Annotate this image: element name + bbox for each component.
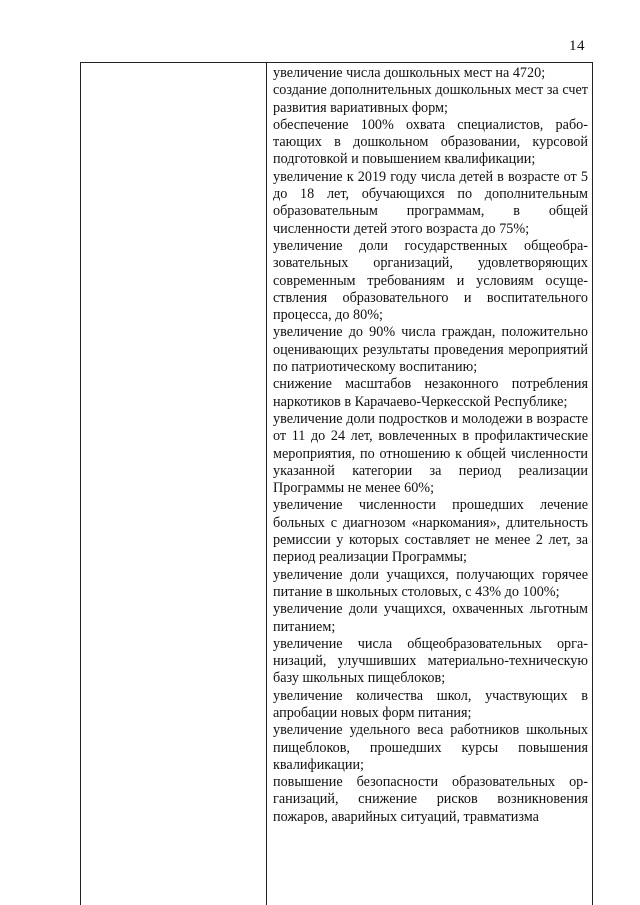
list-item: увеличение численности прошедших лечение больных с диагнозом «наркомания», длительность ремиссии у которых составляет не менее 2 лет, за период реализации Программы; xyxy=(273,497,588,566)
list-item: увеличение числа общеобразовательных организаций, улучшивших материально-техническую базу школьных пищеблоков; xyxy=(273,635,588,687)
page-number: 14 xyxy=(569,38,585,54)
list-item: увеличение количества школ, участвующих в апробации новых форм питания; xyxy=(273,687,588,721)
list-item: увеличение доли учащихся, охваченных льготным питанием; xyxy=(273,601,588,635)
list-item: увеличение числа дошкольных мест на 4720; xyxy=(273,65,546,81)
list-item: увеличение к 2019 году числа детей в возрасте от 5 до 18 лет, обучающихся по дополнительным образовательным программам, в общей численности детей этого возраста до 75%; xyxy=(273,168,588,237)
table-left-cell xyxy=(81,63,267,905)
list-item: увеличение доли учащихся, получающих горячее питание в школьных столовых, с 43% до 100%; xyxy=(273,566,588,600)
list-item: увеличение удельного веса работников школьных пищеблоков, прошедших курсы повышения квалификации; xyxy=(273,722,588,773)
list-item: обеспечение 100% охвата специалистов, работающих в дошкольном образовании, курсовой подготовкой и повышением квалификации; xyxy=(273,116,588,168)
list-item: увеличение доли подростков и молодежи в возрасте от 11 до 24 лет, вовлеченных в профилактические мероприятия, по отношению к общей численности указанной категории за период реализации Программы не менее 60%; xyxy=(273,410,588,497)
list-item: увеличение доли государственных общеобразовательных организаций, удовлетворяющих современным требованиям и условиям осуществления образовательного и воспитательного процесса, до 80%; xyxy=(273,237,588,324)
list-item: снижение масштабов незаконного потребления наркотиков в Карачаево-Черкесской Республике; xyxy=(273,376,588,410)
list-item: создание дополнительных дошкольных мест за счет развития вариативных форм; xyxy=(273,82,588,116)
list-item: увеличение до 90% числа граждан, положительно оценивающих результаты проведения мероприятий по патриотическому воспитанию; xyxy=(273,324,588,376)
list-item: повышение безопасности образовательных организаций, снижение рисков возникновения пожаров, аварийных ситуаций, травматизма xyxy=(273,774,588,825)
table-right-cell xyxy=(267,63,592,905)
document-table xyxy=(80,62,593,905)
